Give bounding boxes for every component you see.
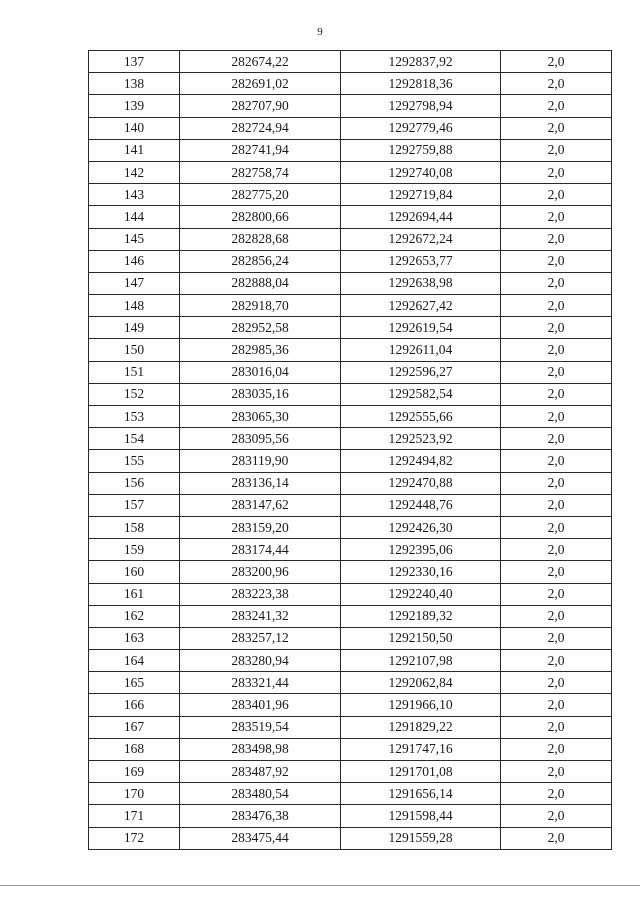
accuracy-cell: 2,0 — [501, 339, 612, 361]
accuracy-cell: 2,0 — [501, 650, 612, 672]
table-row — [89, 139, 612, 161]
accuracy-cell: 2,0 — [501, 117, 612, 139]
y-coordinate-cell: 1292448,76 — [341, 494, 501, 516]
point-number-cell: 137 — [89, 51, 180, 73]
accuracy-cell: 2,0 — [501, 516, 612, 538]
x-coordinate-cell: 282741,94 — [180, 139, 341, 161]
y-coordinate-cell: 1292062,84 — [341, 672, 501, 694]
x-coordinate-cell: 283035,16 — [180, 383, 341, 405]
x-coordinate-cell: 282800,66 — [180, 206, 341, 228]
x-coordinate-cell: 282888,04 — [180, 272, 341, 294]
x-coordinate-cell: 282758,74 — [180, 161, 341, 183]
y-coordinate-cell: 1292240,40 — [341, 583, 501, 605]
y-coordinate-cell: 1292627,42 — [341, 295, 501, 317]
y-coordinate-cell: 1292619,54 — [341, 317, 501, 339]
point-number-cell: 170 — [89, 783, 180, 805]
point-number-cell: 154 — [89, 428, 180, 450]
accuracy-cell: 2,0 — [501, 428, 612, 450]
y-coordinate-cell: 1292330,16 — [341, 561, 501, 583]
x-coordinate-cell: 282674,22 — [180, 51, 341, 73]
table-row — [89, 317, 612, 339]
y-coordinate-cell: 1292426,30 — [341, 516, 501, 538]
y-coordinate-cell: 1292555,66 — [341, 406, 501, 428]
table-row — [89, 95, 612, 117]
table-row — [89, 250, 612, 272]
accuracy-cell: 2,0 — [501, 228, 612, 250]
x-coordinate-cell: 283065,30 — [180, 406, 341, 428]
accuracy-cell: 2,0 — [501, 761, 612, 783]
accuracy-cell: 2,0 — [501, 472, 612, 494]
point-number-cell: 151 — [89, 361, 180, 383]
table-row — [89, 472, 612, 494]
y-coordinate-cell: 1292837,92 — [341, 51, 501, 73]
y-coordinate-cell: 1292719,84 — [341, 184, 501, 206]
table-row — [89, 117, 612, 139]
table-row — [89, 184, 612, 206]
x-coordinate-cell: 283401,96 — [180, 694, 341, 716]
accuracy-cell: 2,0 — [501, 139, 612, 161]
x-coordinate-cell: 283519,54 — [180, 716, 341, 738]
point-number-cell: 161 — [89, 583, 180, 605]
point-number-cell: 158 — [89, 516, 180, 538]
y-coordinate-cell: 1292494,82 — [341, 450, 501, 472]
x-coordinate-cell: 282775,20 — [180, 184, 341, 206]
point-number-cell: 160 — [89, 561, 180, 583]
y-coordinate-cell: 1291829,22 — [341, 716, 501, 738]
table-row — [89, 494, 612, 516]
accuracy-cell: 2,0 — [501, 184, 612, 206]
table-row — [89, 383, 612, 405]
y-coordinate-cell: 1292395,06 — [341, 539, 501, 561]
coordinates-table-body — [89, 51, 612, 850]
table-row — [89, 827, 612, 849]
x-coordinate-cell: 282985,36 — [180, 339, 341, 361]
point-number-cell: 167 — [89, 716, 180, 738]
table-row — [89, 516, 612, 538]
table-row — [89, 805, 612, 827]
x-coordinate-cell: 283147,62 — [180, 494, 341, 516]
table-row — [89, 406, 612, 428]
table-row — [89, 716, 612, 738]
table-row — [89, 272, 612, 294]
x-coordinate-cell: 282952,58 — [180, 317, 341, 339]
accuracy-cell: 2,0 — [501, 627, 612, 649]
y-coordinate-cell: 1292694,44 — [341, 206, 501, 228]
x-coordinate-cell: 282691,02 — [180, 73, 341, 95]
y-coordinate-cell: 1292596,27 — [341, 361, 501, 383]
point-number-cell: 149 — [89, 317, 180, 339]
accuracy-cell: 2,0 — [501, 561, 612, 583]
accuracy-cell: 2,0 — [501, 206, 612, 228]
point-number-cell: 152 — [89, 383, 180, 405]
point-number-cell: 140 — [89, 117, 180, 139]
accuracy-cell: 2,0 — [501, 161, 612, 183]
x-coordinate-cell: 283498,98 — [180, 738, 341, 760]
point-number-cell: 144 — [89, 206, 180, 228]
y-coordinate-cell: 1291656,14 — [341, 783, 501, 805]
table-row — [89, 783, 612, 805]
point-number-cell: 159 — [89, 539, 180, 561]
page-bottom-rule — [0, 885, 640, 886]
point-number-cell: 145 — [89, 228, 180, 250]
point-number-cell: 142 — [89, 161, 180, 183]
x-coordinate-cell: 283136,14 — [180, 472, 341, 494]
table-row — [89, 650, 612, 672]
accuracy-cell: 2,0 — [501, 827, 612, 849]
point-number-cell: 143 — [89, 184, 180, 206]
accuracy-cell: 2,0 — [501, 95, 612, 117]
accuracy-cell: 2,0 — [501, 716, 612, 738]
accuracy-cell: 2,0 — [501, 295, 612, 317]
y-coordinate-cell: 1292189,32 — [341, 605, 501, 627]
accuracy-cell: 2,0 — [501, 361, 612, 383]
point-number-cell: 169 — [89, 761, 180, 783]
y-coordinate-cell: 1292672,24 — [341, 228, 501, 250]
x-coordinate-cell: 283321,44 — [180, 672, 341, 694]
table-row — [89, 428, 612, 450]
y-coordinate-cell: 1291701,08 — [341, 761, 501, 783]
x-coordinate-cell: 283280,94 — [180, 650, 341, 672]
y-coordinate-cell: 1292818,36 — [341, 73, 501, 95]
x-coordinate-cell: 282918,70 — [180, 295, 341, 317]
y-coordinate-cell: 1292798,94 — [341, 95, 501, 117]
table-row — [89, 694, 612, 716]
y-coordinate-cell: 1291598,44 — [341, 805, 501, 827]
point-number-cell: 147 — [89, 272, 180, 294]
accuracy-cell: 2,0 — [501, 605, 612, 627]
y-coordinate-cell: 1292611,04 — [341, 339, 501, 361]
point-number-cell: 155 — [89, 450, 180, 472]
table-row — [89, 605, 612, 627]
x-coordinate-cell: 283200,96 — [180, 561, 341, 583]
table-row — [89, 161, 612, 183]
accuracy-cell: 2,0 — [501, 494, 612, 516]
point-number-cell: 162 — [89, 605, 180, 627]
accuracy-cell: 2,0 — [501, 250, 612, 272]
point-number-cell: 146 — [89, 250, 180, 272]
y-coordinate-cell: 1291747,16 — [341, 738, 501, 760]
table-row — [89, 539, 612, 561]
x-coordinate-cell: 282828,68 — [180, 228, 341, 250]
x-coordinate-cell: 283476,38 — [180, 805, 341, 827]
x-coordinate-cell: 283016,04 — [180, 361, 341, 383]
point-number-cell: 138 — [89, 73, 180, 95]
table-row — [89, 51, 612, 73]
table-row — [89, 627, 612, 649]
x-coordinate-cell: 283223,38 — [180, 583, 341, 605]
table-row — [89, 73, 612, 95]
x-coordinate-cell: 283480,54 — [180, 783, 341, 805]
x-coordinate-cell: 283475,44 — [180, 827, 341, 849]
table-row — [89, 583, 612, 605]
point-number-cell: 171 — [89, 805, 180, 827]
y-coordinate-cell: 1292740,08 — [341, 161, 501, 183]
accuracy-cell: 2,0 — [501, 272, 612, 294]
table-row — [89, 450, 612, 472]
table-row — [89, 561, 612, 583]
y-coordinate-cell: 1292150,50 — [341, 627, 501, 649]
point-number-cell: 172 — [89, 827, 180, 849]
point-number-cell: 157 — [89, 494, 180, 516]
point-number-cell: 166 — [89, 694, 180, 716]
point-number-cell: 165 — [89, 672, 180, 694]
table-row — [89, 206, 612, 228]
y-coordinate-cell: 1291966,10 — [341, 694, 501, 716]
x-coordinate-cell: 282707,90 — [180, 95, 341, 117]
y-coordinate-cell: 1292470,88 — [341, 472, 501, 494]
y-coordinate-cell: 1292653,77 — [341, 250, 501, 272]
point-number-cell: 141 — [89, 139, 180, 161]
x-coordinate-cell: 283174,44 — [180, 539, 341, 561]
x-coordinate-cell: 283241,32 — [180, 605, 341, 627]
y-coordinate-cell: 1292759,88 — [341, 139, 501, 161]
accuracy-cell: 2,0 — [501, 450, 612, 472]
accuracy-cell: 2,0 — [501, 738, 612, 760]
point-number-cell: 139 — [89, 95, 180, 117]
x-coordinate-cell: 283487,92 — [180, 761, 341, 783]
table-row — [89, 228, 612, 250]
accuracy-cell: 2,0 — [501, 805, 612, 827]
point-number-cell: 164 — [89, 650, 180, 672]
x-coordinate-cell: 283257,12 — [180, 627, 341, 649]
table-row — [89, 761, 612, 783]
x-coordinate-cell: 282724,94 — [180, 117, 341, 139]
page-number: 9 — [317, 26, 323, 38]
y-coordinate-cell: 1291559,28 — [341, 827, 501, 849]
accuracy-cell: 2,0 — [501, 317, 612, 339]
accuracy-cell: 2,0 — [501, 783, 612, 805]
accuracy-cell: 2,0 — [501, 383, 612, 405]
point-number-cell: 153 — [89, 406, 180, 428]
x-coordinate-cell: 283095,56 — [180, 428, 341, 450]
table-row — [89, 738, 612, 760]
table-row — [89, 672, 612, 694]
point-number-cell: 156 — [89, 472, 180, 494]
table-row — [89, 339, 612, 361]
accuracy-cell: 2,0 — [501, 694, 612, 716]
x-coordinate-cell: 283159,20 — [180, 516, 341, 538]
accuracy-cell: 2,0 — [501, 583, 612, 605]
point-number-cell: 148 — [89, 295, 180, 317]
accuracy-cell: 2,0 — [501, 539, 612, 561]
y-coordinate-cell: 1292523,92 — [341, 428, 501, 450]
x-coordinate-cell: 283119,90 — [180, 450, 341, 472]
point-number-cell: 150 — [89, 339, 180, 361]
accuracy-cell: 2,0 — [501, 73, 612, 95]
y-coordinate-cell: 1292582,54 — [341, 383, 501, 405]
x-coordinate-cell: 282856,24 — [180, 250, 341, 272]
table-row — [89, 295, 612, 317]
table-row — [89, 361, 612, 383]
y-coordinate-cell: 1292779,46 — [341, 117, 501, 139]
coordinates-table — [88, 50, 612, 850]
accuracy-cell: 2,0 — [501, 51, 612, 73]
accuracy-cell: 2,0 — [501, 672, 612, 694]
y-coordinate-cell: 1292638,98 — [341, 272, 501, 294]
point-number-cell: 168 — [89, 738, 180, 760]
point-number-cell: 163 — [89, 627, 180, 649]
accuracy-cell: 2,0 — [501, 406, 612, 428]
y-coordinate-cell: 1292107,98 — [341, 650, 501, 672]
